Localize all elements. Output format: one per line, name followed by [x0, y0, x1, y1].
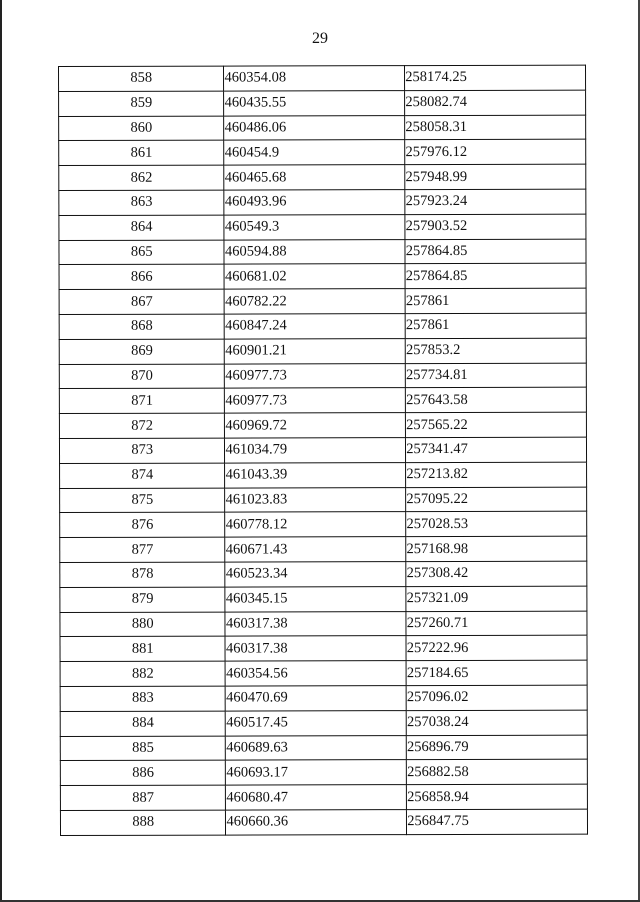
- point-number-cell: 881: [60, 636, 226, 661]
- x-coordinate-cell: 460681.02: [225, 264, 406, 289]
- point-number-cell: 885: [60, 736, 226, 761]
- point-number-cell: 882: [60, 661, 226, 686]
- scan-border-left: [0, 0, 2, 902]
- y-coordinate-cell: 257184.65: [406, 660, 587, 685]
- point-number-cell: 864: [59, 215, 225, 240]
- point-number-cell: 868: [59, 314, 225, 339]
- table-row: [60, 784, 587, 810]
- y-coordinate-cell: 256847.75: [407, 809, 588, 834]
- x-coordinate-cell: 460977.73: [225, 388, 406, 413]
- y-coordinate-cell: 258174.25: [405, 65, 586, 90]
- x-coordinate-cell: 460317.38: [225, 636, 406, 661]
- x-coordinate-cell: 460317.38: [225, 611, 406, 636]
- x-coordinate-cell: 460969.72: [225, 413, 406, 438]
- table-row: [59, 164, 586, 190]
- table-row: [59, 338, 586, 364]
- table-row: [60, 635, 587, 661]
- table-row: [60, 561, 587, 587]
- x-coordinate-cell: 460689.63: [226, 735, 407, 760]
- table-row: [60, 586, 587, 612]
- point-number-cell: 872: [59, 413, 225, 438]
- x-coordinate-cell: 460354.08: [224, 66, 405, 91]
- x-coordinate-cell: 460354.56: [226, 661, 407, 686]
- x-coordinate-cell: 460660.36: [226, 809, 407, 834]
- x-coordinate-cell: 460493.96: [224, 190, 405, 215]
- x-coordinate-cell: 460782.22: [225, 289, 406, 314]
- point-number-cell: 877: [60, 537, 226, 562]
- table-row: [59, 239, 586, 265]
- y-coordinate-cell: 256882.58: [407, 759, 588, 784]
- y-coordinate-cell: 257864.85: [405, 263, 586, 288]
- point-number-cell: 869: [59, 339, 225, 364]
- table-row: [60, 735, 587, 761]
- x-coordinate-cell: 460977.73: [225, 363, 406, 388]
- y-coordinate-cell: 257096.02: [406, 685, 587, 710]
- table-row: [59, 387, 586, 413]
- y-coordinate-cell: 257643.58: [406, 387, 587, 412]
- y-coordinate-cell: 256896.79: [406, 735, 587, 760]
- y-coordinate-cell: 257861: [405, 288, 586, 313]
- x-coordinate-cell: 460523.34: [225, 562, 406, 587]
- point-number-cell: 883: [60, 686, 226, 711]
- table-row: [59, 313, 586, 339]
- x-coordinate-cell: 461034.79: [225, 438, 406, 463]
- y-coordinate-cell: 257853.2: [405, 338, 586, 363]
- x-coordinate-cell: 460847.24: [225, 314, 406, 339]
- y-coordinate-cell: 257168.98: [406, 536, 587, 561]
- point-number-cell: 865: [59, 240, 225, 265]
- point-number-cell: 870: [59, 364, 225, 389]
- y-coordinate-cell: 257565.22: [406, 412, 587, 437]
- table-row: [59, 363, 586, 389]
- table-row: [60, 511, 587, 537]
- point-number-cell: 867: [59, 289, 225, 314]
- point-number-cell: 887: [60, 785, 226, 810]
- x-coordinate-cell: 461043.39: [225, 462, 406, 487]
- table-row: [60, 462, 587, 488]
- y-coordinate-cell: 257222.96: [406, 635, 587, 660]
- table-row: [59, 288, 586, 314]
- coordinates-table-body: [59, 65, 588, 835]
- table-row: [60, 611, 587, 637]
- x-coordinate-cell: 460465.68: [224, 165, 405, 190]
- table-row: [59, 214, 586, 240]
- point-number-cell: 863: [59, 190, 225, 215]
- x-coordinate-cell: 460594.88: [224, 239, 405, 264]
- point-number-cell: 866: [59, 264, 225, 289]
- y-coordinate-cell: 257028.53: [406, 511, 587, 536]
- point-number-cell: 876: [60, 512, 226, 537]
- table-row: [59, 189, 586, 215]
- point-number-cell: 874: [60, 463, 226, 488]
- y-coordinate-cell: 257976.12: [405, 140, 586, 165]
- table-row: [59, 65, 586, 91]
- table-row: [59, 140, 586, 166]
- x-coordinate-cell: 460778.12: [225, 512, 406, 537]
- point-number-cell: 859: [59, 91, 225, 116]
- table-row: [60, 710, 587, 736]
- y-coordinate-cell: 257341.47: [406, 437, 587, 462]
- point-number-cell: 858: [59, 66, 225, 91]
- point-number-cell: 875: [60, 488, 226, 513]
- y-coordinate-cell: 257864.85: [405, 239, 586, 264]
- table-row: [60, 759, 587, 785]
- y-coordinate-cell: 257923.24: [405, 189, 586, 214]
- y-coordinate-cell: 257308.42: [406, 561, 587, 586]
- x-coordinate-cell: 460549.3: [224, 214, 405, 239]
- x-coordinate-cell: 460671.43: [225, 537, 406, 562]
- y-coordinate-cell: 257861: [405, 313, 586, 338]
- x-coordinate-cell: 460693.17: [226, 760, 407, 785]
- point-number-cell: 888: [60, 810, 226, 835]
- point-number-cell: 879: [60, 587, 226, 612]
- x-coordinate-cell: 460517.45: [226, 710, 407, 735]
- point-number-cell: 878: [60, 562, 226, 587]
- y-coordinate-cell: 257321.09: [406, 586, 587, 611]
- table-row: [59, 412, 586, 438]
- table-row: [60, 536, 587, 562]
- point-number-cell: 884: [60, 711, 226, 736]
- y-coordinate-cell: 257213.82: [406, 462, 587, 487]
- point-number-cell: 860: [59, 116, 225, 141]
- x-coordinate-cell: 460435.55: [224, 90, 405, 115]
- x-coordinate-cell: 460345.15: [225, 586, 406, 611]
- x-coordinate-cell: 460454.9: [224, 140, 405, 165]
- y-coordinate-cell: 258082.74: [405, 90, 586, 115]
- y-coordinate-cell: 257948.99: [405, 164, 586, 189]
- y-coordinate-cell: 257260.71: [406, 611, 587, 636]
- table-row: [60, 487, 587, 513]
- x-coordinate-cell: 460901.21: [225, 338, 406, 363]
- y-coordinate-cell: 257734.81: [406, 363, 587, 388]
- point-number-cell: 861: [59, 140, 225, 165]
- point-number-cell: 873: [59, 438, 225, 463]
- table-row: [59, 90, 586, 116]
- table-row: [59, 437, 586, 463]
- y-coordinate-cell: 257903.52: [405, 214, 586, 239]
- table-row: [60, 660, 587, 686]
- x-coordinate-cell: 460470.69: [226, 686, 407, 711]
- point-number-cell: 871: [59, 388, 225, 413]
- y-coordinate-cell: 256858.94: [407, 784, 588, 809]
- point-number-cell: 886: [60, 760, 226, 785]
- x-coordinate-cell: 460680.47: [226, 785, 407, 810]
- point-number-cell: 880: [60, 612, 226, 637]
- table-row: [60, 685, 587, 711]
- y-coordinate-cell: 258058.31: [405, 115, 586, 140]
- x-coordinate-cell: 461023.83: [225, 487, 406, 512]
- page-number: 29: [312, 30, 328, 47]
- point-number-cell: 862: [59, 165, 225, 190]
- y-coordinate-cell: 257095.22: [406, 487, 587, 512]
- coordinates-table: [58, 65, 588, 836]
- y-coordinate-cell: 257038.24: [406, 710, 587, 735]
- table-row: [60, 809, 587, 835]
- table-row: [59, 115, 586, 141]
- table-row: [59, 263, 586, 289]
- x-coordinate-cell: 460486.06: [224, 115, 405, 140]
